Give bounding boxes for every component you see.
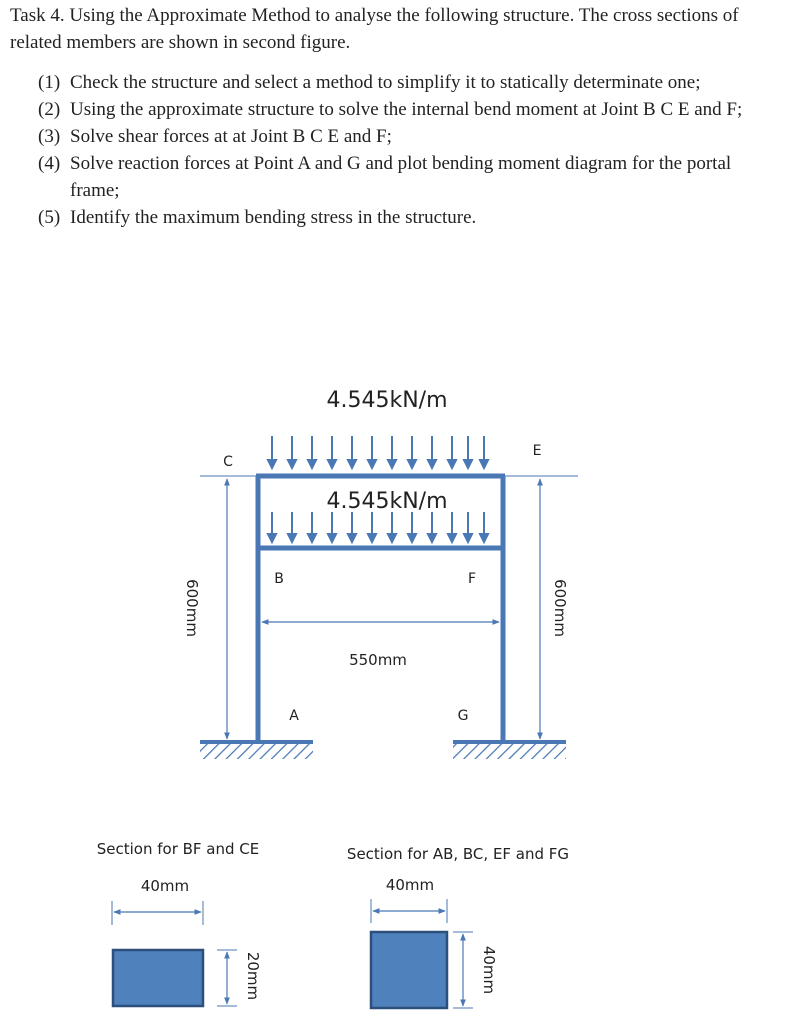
section-left-title: Section for BF and CE [96, 840, 260, 858]
top-load-label: 4.545kN/m [326, 388, 448, 413]
task-item-text: Identify the maximum bending stress in the structure. [70, 207, 477, 228]
task-item-number: (2) [38, 99, 61, 120]
section-left-rectangle [113, 950, 203, 1006]
joint-a-label: A [289, 708, 299, 724]
joint-e-label: E [532, 443, 542, 459]
section-right-width-label: 40mm [385, 876, 435, 894]
height-label-left: 600mm [183, 579, 201, 637]
task-item-number: (5) [38, 207, 61, 228]
joint-c-label: C [223, 454, 233, 470]
support-a [200, 742, 313, 759]
section-right-square [371, 932, 447, 1008]
task-item-number: (1) [38, 72, 61, 93]
height-label-right: 600mm [551, 579, 569, 637]
mid-load-arrows [268, 512, 488, 542]
mid-load-label: 4.545kN/m [326, 489, 448, 514]
task-item-text: Solve shear forces at at Joint B C E and F; [70, 126, 392, 147]
joint-b-label: B [274, 571, 284, 587]
section-right-height-label: 40mm [480, 945, 498, 995]
joint-g-label: G [457, 708, 469, 724]
task-item-number: (4) [38, 153, 61, 174]
task-item-text: Solve reaction forces at Point A and G and plot bending moment diagram for the portal frame; [70, 153, 732, 201]
section-left-width-label: 40mm [140, 877, 190, 895]
section-left-height-label: 20mm [244, 951, 262, 1001]
task-item-text: Check the structure and select a method to simplify it to statically determinate one; [70, 72, 701, 93]
task-heading: Task 4. Using the Approximate Method to analyse the following structure. The cross sections of related members are shown in second figure. [10, 5, 739, 53]
task-item-text: Using the approximate structure to solve the internal bend moment at Joint B C E and F; [70, 99, 743, 120]
section-right-title: Section for AB, BC, EF and FG [346, 845, 570, 863]
top-load-arrows [268, 436, 488, 468]
support-g [453, 742, 566, 759]
joint-f-label: F [467, 571, 477, 587]
span-label: 550mm [349, 651, 407, 669]
task-item-number: (3) [38, 126, 61, 147]
